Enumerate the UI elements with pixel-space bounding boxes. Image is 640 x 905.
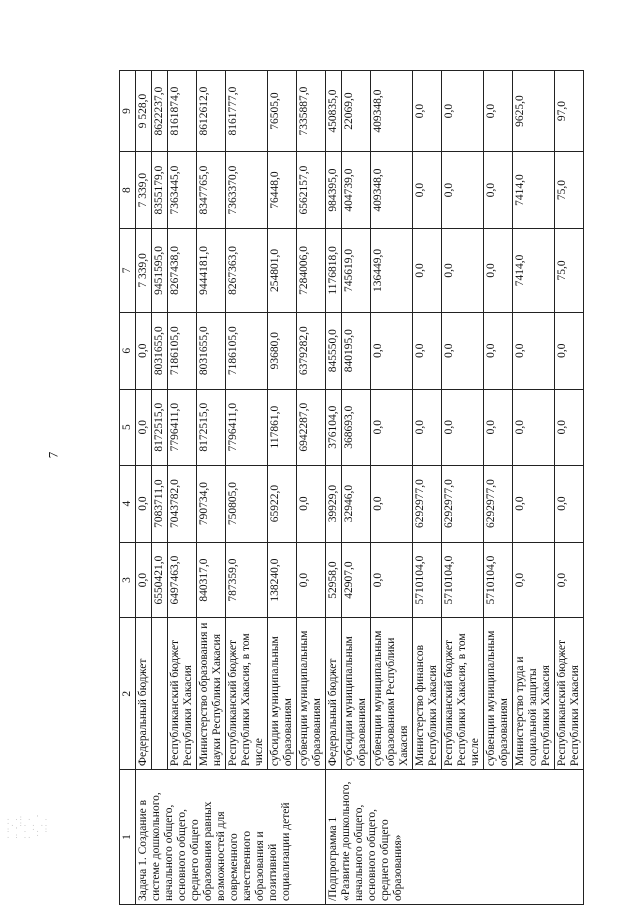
value-cell: 6292977,0 <box>442 465 484 542</box>
value-cell: 0,0 <box>484 389 513 465</box>
value-cell: 8267363,0 <box>226 229 268 313</box>
col-header: 6 <box>120 312 136 389</box>
value-cell: 7363445,0 <box>168 152 197 229</box>
value-cell: 7 339,0 <box>136 152 152 229</box>
col-header: 4 <box>120 465 136 542</box>
value-cell: 136449,0 <box>371 229 413 313</box>
value-cell: 93680,0 <box>268 312 297 389</box>
col-header: 3 <box>120 542 136 618</box>
value-cell: 0,0 <box>442 389 484 465</box>
header-row <box>120 71 136 905</box>
value-cell: 7 339,0 <box>136 229 152 313</box>
row-label: Федеральный бюджет <box>326 618 342 770</box>
value-cell: 6379282,0 <box>297 312 326 389</box>
scan-artifact: . .: . ' . ·. :. . .. : ' . ·. : . : .. · <box>6 814 49 840</box>
col-header: 1 <box>120 770 136 905</box>
value-cell: 6942287,0 <box>297 389 326 465</box>
row-label: Республиканский бюджет Республики Хакасия, в том числе <box>226 618 268 770</box>
row-label: субвенции муниципальным образованиям Республики Хакасия <box>371 618 413 770</box>
value-cell: 750805,0 <box>226 465 268 542</box>
table-row <box>136 71 152 905</box>
col-header: 2 <box>120 618 136 770</box>
row-label: субвенции муниципальным образованиям <box>297 618 326 770</box>
value-cell: 0,0 <box>484 71 513 152</box>
value-cell: 6497463,0 <box>168 542 197 618</box>
value-cell: 8172515,0 <box>197 389 226 465</box>
value-cell: 0,0 <box>136 542 152 618</box>
value-cell: 22069,0 <box>342 71 371 152</box>
value-cell: 0,0 <box>442 229 484 313</box>
value-cell: 9625,0 <box>513 71 555 152</box>
value-cell: 8031655,0 <box>197 312 226 389</box>
budget-table <box>119 70 584 905</box>
value-cell: 0,0 <box>371 312 413 389</box>
value-cell: 7796411,0 <box>168 389 197 465</box>
value-cell: 7363370,0 <box>226 152 268 229</box>
value-cell: 8612612,0 <box>197 71 226 152</box>
value-cell: 7083711,0 <box>152 465 168 542</box>
value-cell: 8355179,0 <box>152 152 168 229</box>
row-label: субсидии муниципальным образованиям <box>268 618 297 770</box>
value-cell: 32946,0 <box>342 465 371 542</box>
value-cell: 8161874,0 <box>168 71 197 152</box>
value-cell: 0,0 <box>513 465 555 542</box>
value-cell: 376104,0 <box>326 389 342 465</box>
col-header: 5 <box>120 389 136 465</box>
value-cell: 404739,0 <box>342 152 371 229</box>
value-cell: 75,0 <box>555 229 584 313</box>
value-cell: 409348,0 <box>371 71 413 152</box>
row-label: Министерство труда и социальной защиты Республики Хакасия <box>513 618 555 770</box>
value-cell: 0,0 <box>136 389 152 465</box>
row-label: Министерство образования и науки Республики Хакасия <box>197 618 226 770</box>
value-cell: 0,0 <box>555 389 584 465</box>
value-cell: 0,0 <box>555 542 584 618</box>
value-cell: 7284006,0 <box>297 229 326 313</box>
table-row <box>326 71 342 905</box>
value-cell: 845550,0 <box>326 312 342 389</box>
value-cell: 745619,0 <box>342 229 371 313</box>
value-cell: 0,0 <box>136 465 152 542</box>
value-cell: 0,0 <box>555 465 584 542</box>
value-cell: 7414,0 <box>513 152 555 229</box>
value-cell: 1176818,0 <box>326 229 342 313</box>
value-cell: 138240,0 <box>268 542 297 618</box>
value-cell: 0,0 <box>413 71 442 152</box>
value-cell: 0,0 <box>555 312 584 389</box>
value-cell: 368693,0 <box>342 389 371 465</box>
budget-table-rotated <box>119 70 581 905</box>
row-label: Федеральный бюджет <box>136 618 152 770</box>
value-cell: 6562157,0 <box>297 152 326 229</box>
value-cell: 0,0 <box>413 229 442 313</box>
value-cell: 0,0 <box>297 542 326 618</box>
value-cell: 0,0 <box>371 542 413 618</box>
col-header: 8 <box>120 152 136 229</box>
value-cell: 7796411,0 <box>226 389 268 465</box>
value-cell: 39929,0 <box>326 465 342 542</box>
value-cell: 6292977,0 <box>484 465 513 542</box>
value-cell: 0,0 <box>513 389 555 465</box>
row-label: Министерство финансов Республики Хакасия <box>413 618 442 770</box>
value-cell: 9451595,0 <box>152 229 168 313</box>
value-cell: 0,0 <box>371 465 413 542</box>
value-cell: 5710104,0 <box>442 542 484 618</box>
col-header: 7 <box>120 229 136 313</box>
value-cell: 6292977,0 <box>413 465 442 542</box>
value-cell: 0,0 <box>413 312 442 389</box>
value-cell: 76505,0 <box>268 71 297 152</box>
value-cell: 7414,0 <box>513 229 555 313</box>
value-cell: 75,0 <box>555 152 584 229</box>
value-cell: 0,0 <box>413 152 442 229</box>
value-cell: 0,0 <box>442 71 484 152</box>
row-label: субвенции муниципальным образованиям <box>484 618 513 770</box>
value-cell: 8622237,0 <box>152 71 168 152</box>
value-cell: 8172515,0 <box>152 389 168 465</box>
value-cell: 0,0 <box>371 389 413 465</box>
value-cell: 76448,0 <box>268 152 297 229</box>
subprogram-cell: /Подпрограмма 1 «Развитие дошкольного, начального общего, основного общего, среднего общего образования» <box>326 770 584 905</box>
value-cell: 5710104,0 <box>484 542 513 618</box>
value-cell: 840317,0 <box>197 542 226 618</box>
value-cell: 9 528,0 <box>136 71 152 152</box>
value-cell: 8161777,0 <box>226 71 268 152</box>
value-cell: 790734,0 <box>197 465 226 542</box>
col-header: 9 <box>120 71 136 152</box>
value-cell: 409348,0 <box>371 152 413 229</box>
value-cell: 97,0 <box>555 71 584 152</box>
value-cell: 5710104,0 <box>413 542 442 618</box>
row-label: Республиканский бюджет Республики Хакасия <box>168 618 197 770</box>
value-cell: 0,0 <box>442 152 484 229</box>
value-cell: 0,0 <box>484 152 513 229</box>
value-cell: 0,0 <box>484 229 513 313</box>
value-cell: 0,0 <box>484 312 513 389</box>
value-cell: 984395,0 <box>326 152 342 229</box>
value-cell: 8267438,0 <box>168 229 197 313</box>
value-cell: 450835,0 <box>326 71 342 152</box>
value-cell: 254801,0 <box>268 229 297 313</box>
value-cell: 8031655,0 <box>152 312 168 389</box>
value-cell: 7335887,0 <box>297 71 326 152</box>
row-label: субсидии муниципальным образованиям <box>342 618 371 770</box>
value-cell: 787359,0 <box>226 542 268 618</box>
value-cell: 117861,0 <box>268 389 297 465</box>
row-label: Республиканский бюджет Республики Хакасия <box>555 618 584 770</box>
value-cell: 65922,0 <box>268 465 297 542</box>
value-cell: 7186105,0 <box>226 312 268 389</box>
value-cell: 0,0 <box>513 312 555 389</box>
value-cell: 9444181,0 <box>197 229 226 313</box>
row-label: Республиканский бюджет Республики Хакасия, в том числе <box>442 618 484 770</box>
value-cell: 7043782,0 <box>168 465 197 542</box>
value-cell: 42907,0 <box>342 542 371 618</box>
value-cell: 52958,0 <box>326 542 342 618</box>
task-cell: Задача 1. Создание в системе дошкольного, начального общего, основного общего, среднего общего образования равных возможностей для современного качественного образования и позитивной социализации детей <box>136 770 326 905</box>
value-cell: 0,0 <box>442 312 484 389</box>
value-cell: 0,0 <box>413 389 442 465</box>
value-cell: 0,0 <box>513 542 555 618</box>
value-cell: 0,0 <box>136 312 152 389</box>
value-cell: 8347765,0 <box>197 152 226 229</box>
row-label <box>152 618 168 770</box>
value-cell: 6550421,0 <box>152 542 168 618</box>
value-cell: 0,0 <box>297 465 326 542</box>
value-cell: 840195,0 <box>342 312 371 389</box>
page-number: 7 <box>45 451 61 459</box>
value-cell: 7186105,0 <box>168 312 197 389</box>
